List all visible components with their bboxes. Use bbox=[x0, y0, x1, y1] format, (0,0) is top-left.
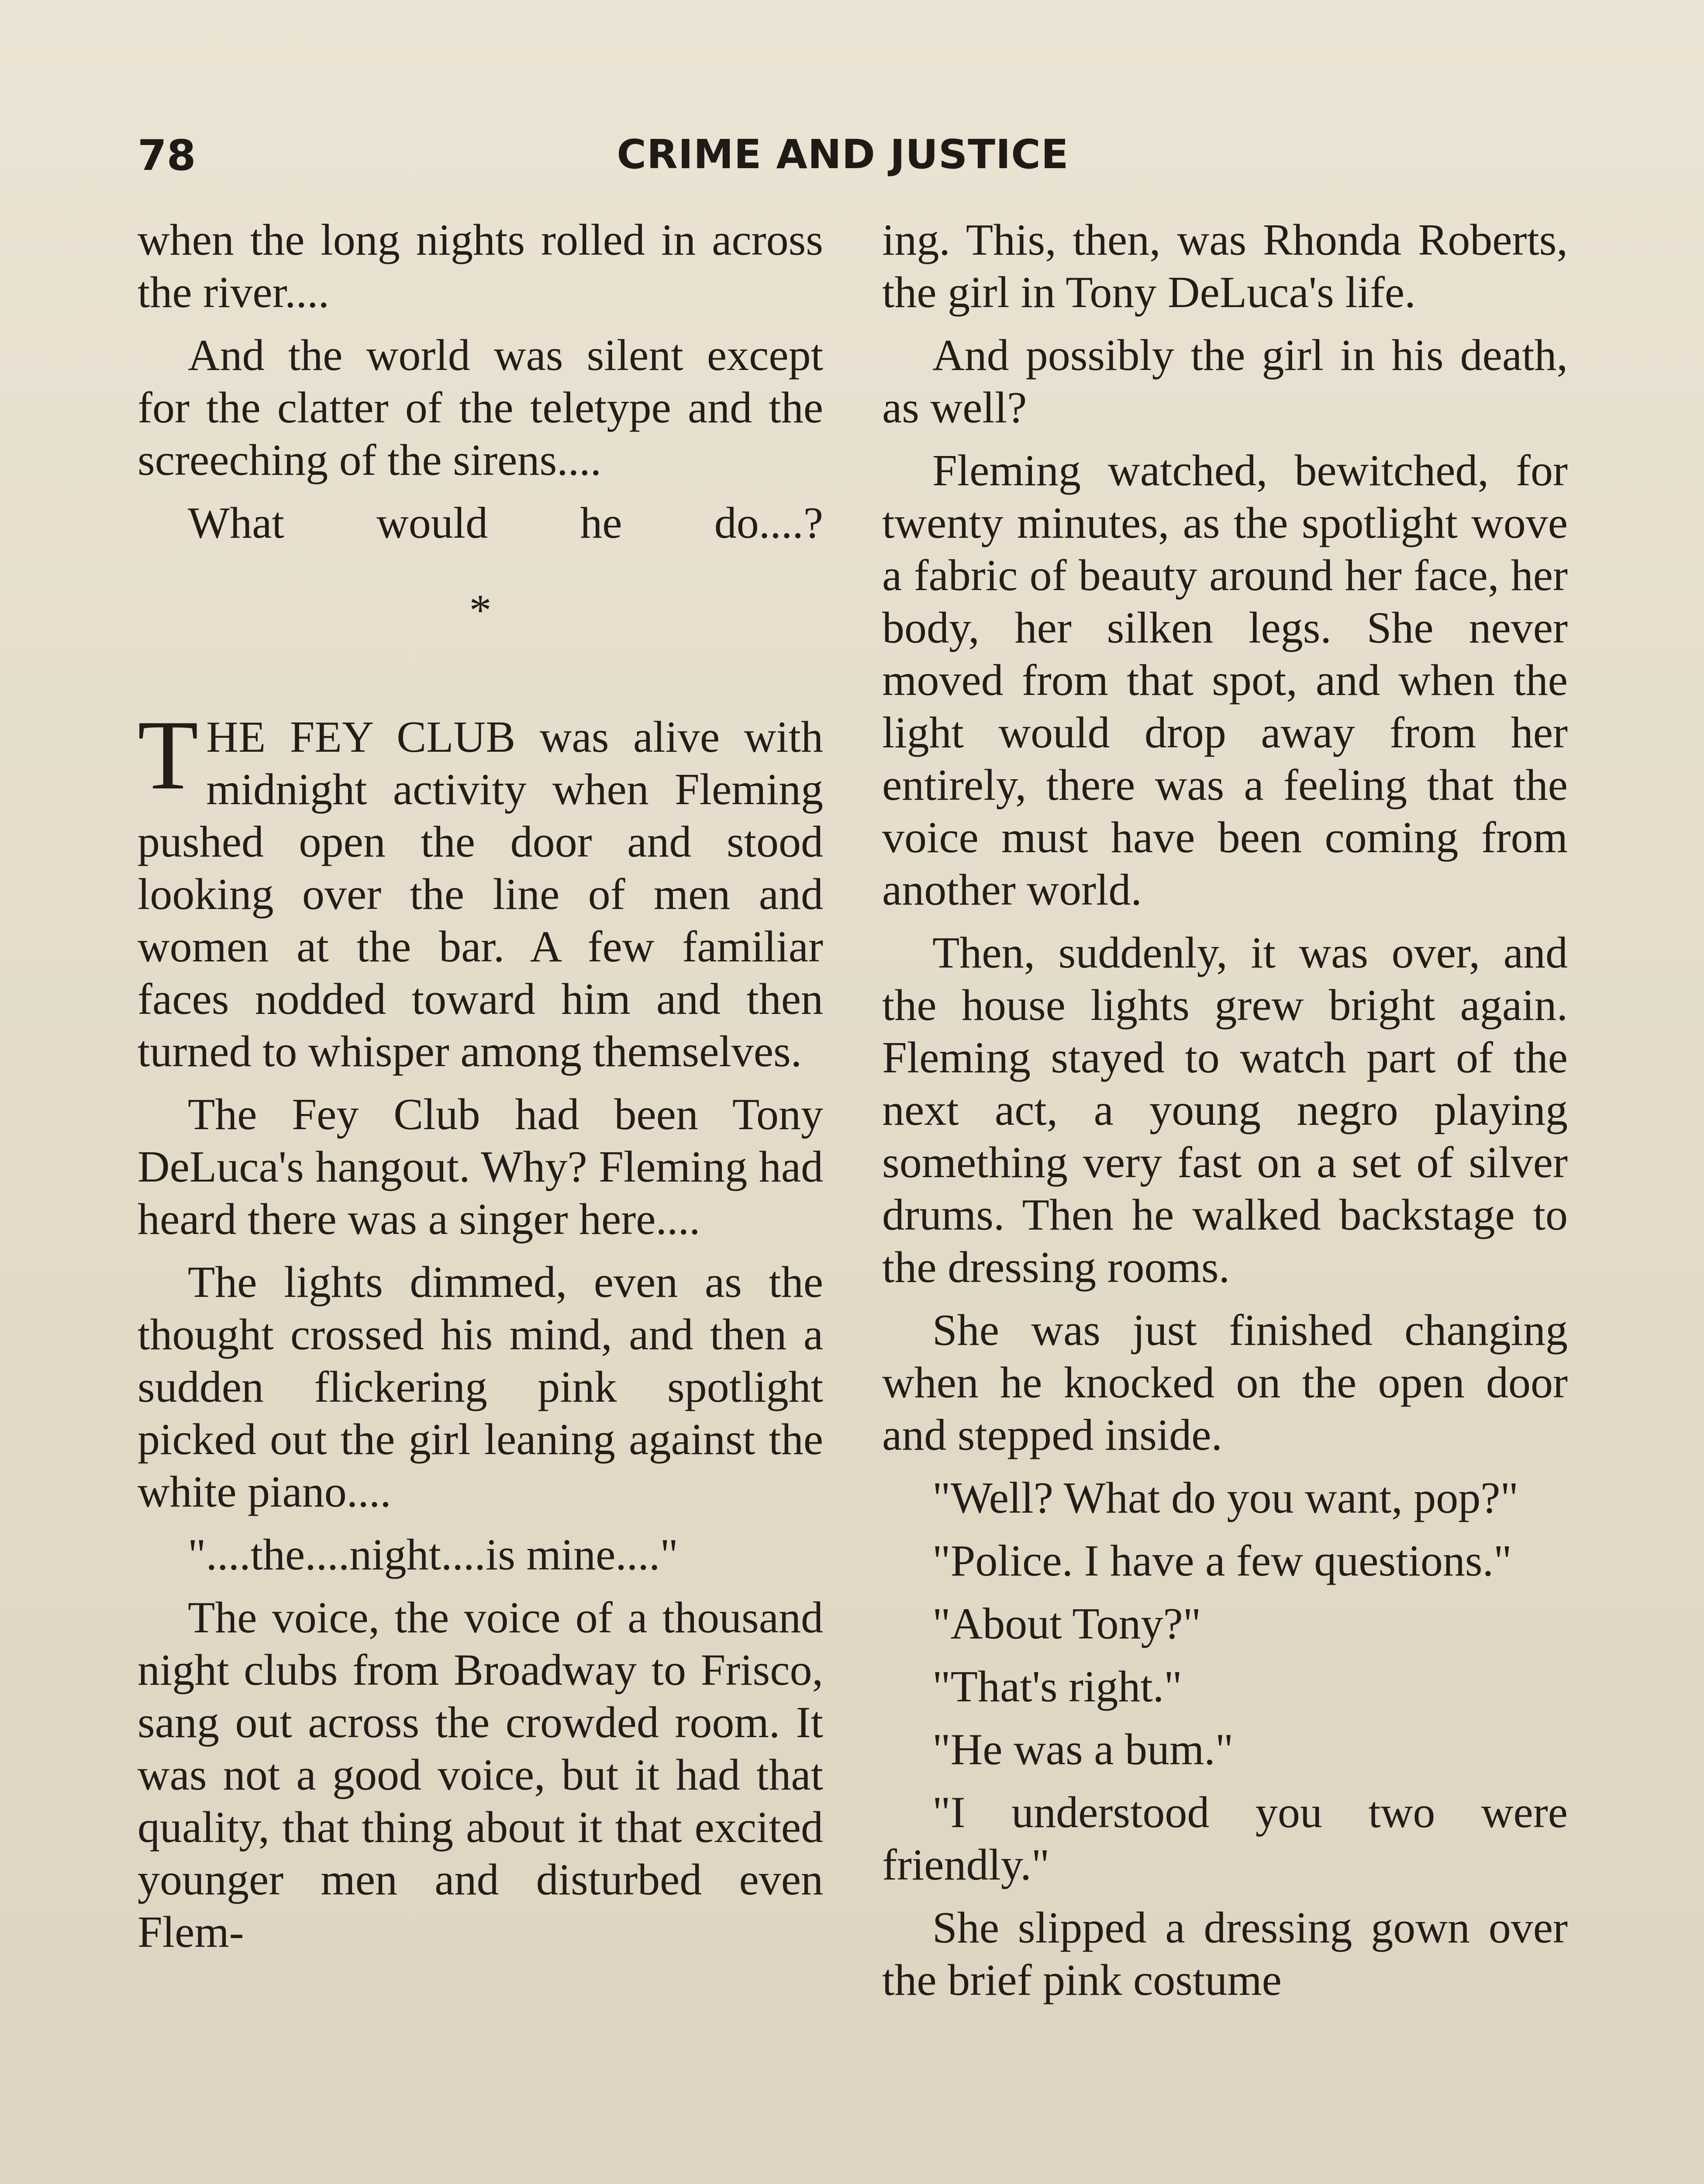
section-separator: * bbox=[469, 586, 492, 635]
paragraph: ing. This, then, was Rhonda Roberts, the girl in Tony DeLuca's life. bbox=[882, 215, 1568, 317]
paragraph: Fleming watched, bewitched, for twenty minutes, as the spotlight wove a fabric of beauty around her face, her body, her silken legs. She never moved from that spot, and when the light would drop away from her entirely, there was a feeling that the voice must have been coming from another world. bbox=[882, 446, 1568, 915]
paragraph: "Police. I have a few questions." bbox=[932, 1536, 1512, 1586]
right-column bbox=[882, 214, 1568, 2017]
paragraph: And the world was silent except for the clatter of the teletype and the screeching of the sirens.... bbox=[138, 331, 823, 485]
paragraph: The voice, the voice of a thousand night clubs from Broadway to Frisco, sang out across the crowded room. It was not a good voice, but it had that quality, that thing about it that excited younger men and disturbed even Flem- bbox=[138, 1593, 823, 1957]
paragraph-text: HE FEY CLUB was alive with midnight activity when Fleming pushed open the door and stood looking over the line of men and women at the bar. A few familiar faces nodded toward him and then turned to whisper among themselves. bbox=[138, 712, 823, 1076]
drop-cap: T bbox=[138, 700, 199, 810]
paragraph: "About Tony?" bbox=[932, 1599, 1201, 1648]
paragraph: The Fey Club had been Tony DeLuca's hangout. Why? Fleming had heard there was a singer here.... bbox=[138, 1090, 823, 1244]
paragraph: when the long nights rolled in across the river.... bbox=[138, 215, 823, 317]
paragraph: "He was a bum." bbox=[932, 1725, 1234, 1774]
paragraph: She was just finished changing when he knocked on the open door and stepped inside. bbox=[882, 1306, 1568, 1460]
paragraph: "....the....night....is mine...." bbox=[188, 1530, 679, 1579]
paragraph: The lights dimmed, even as the thought crossed his mind, and then a sudden flickering pink spotlight picked out the girl leaning against the white piano.... bbox=[138, 1258, 823, 1517]
paragraph: What would he do....? bbox=[188, 498, 823, 548]
paragraph: Then, suddenly, it was over, and the house lights grew bright again. Fleming stayed to watch part of the next act, a young negro playing something very fast on a set of silver drums. Then he walked backstage to the dressing rooms. bbox=[882, 928, 1568, 1292]
chapter-opening-paragraph bbox=[138, 700, 823, 1078]
paragraph: And possibly the girl in his death, as well? bbox=[882, 331, 1568, 432]
paragraph: "Well? What do you want, pop?" bbox=[932, 1473, 1519, 1523]
page-number: 78 bbox=[138, 131, 196, 180]
paragraph: She slipped a dressing gown over the brief pink costume bbox=[882, 1903, 1568, 2005]
paragraph: "That's right." bbox=[932, 1662, 1182, 1711]
running-title: CRIME AND JUSTICE bbox=[617, 131, 1069, 178]
left-column bbox=[138, 214, 823, 1969]
paragraph: "I understood you two were friendly." bbox=[882, 1788, 1568, 1890]
